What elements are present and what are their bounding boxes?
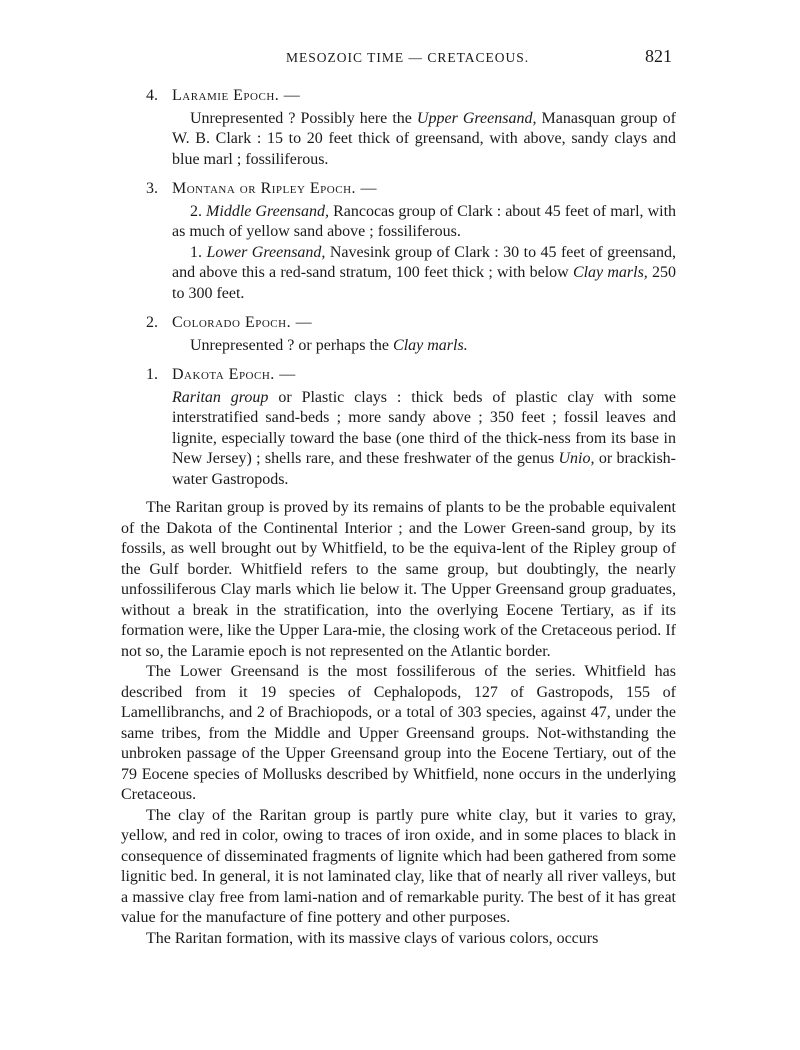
epoch-paragraph: Unrepresented ? or perhaps the Clay marls.: [190, 336, 468, 354]
body-paragraph: The Raritan formation, with its massive clays of various colors, occurs: [146, 929, 599, 947]
italic-term: Middle Greensand,: [206, 202, 330, 220]
page-header: [146, 46, 672, 72]
epoch-description: [146, 202, 676, 305]
epoch-title: Dakota Epoch. —: [172, 366, 296, 383]
epoch-paragraph: Unrepresented ? Possibly here the Upper Greensand, Manasquan group of W. B. Clark : 15 to 20 feet thick of greensand, with above, sandy clays and blue marl ; fossiliferous.: [172, 109, 677, 168]
epoch-entry: [146, 179, 676, 304]
running-title: MESOZOIC TIME — CRETACEOUS.: [286, 50, 530, 65]
italic-term: Upper Greensand,: [416, 109, 537, 127]
italic-term: Unio,: [558, 450, 595, 467]
epoch-entry: [146, 313, 676, 356]
page-number: 821: [645, 46, 672, 66]
epoch-paragraph: 2. Middle Greensand, Rancocas group of Clark : about 45 feet of marl, with as much of yellow sand above ; fossiliferous.: [172, 202, 677, 240]
body-paragraph: The Lower Greensand is the most fossiliferous of the series. Whitfield has described from it 19 species of Cephalopods, 127 of Gastropods, 155 of Lamellibranchs, and 2 of Brachiopods, or a total of 303 species, against 47, under the same tribes, from the Middle and Upper Greensand groups. Not-withstanding the unbroken passage of the Upper Greensand group into the Eocene Tertiary, out of the 79 Eocene species of Mollusks described by Whitfield, none occurs in the underlying Cretaceous.: [121, 663, 676, 803]
epoch-number: 3.: [146, 180, 158, 197]
epoch-paragraph: Raritan group or Plastic clays : thick beds of plastic clay with some interstratified sand-beds ; more sandy above ; 350 feet ; fossil leaves and lignite, especially toward the base (one third of the thick-ness from its base in New Jersey) ; shells rare, and these freshwater of the genus Unio, or brackish-water Gastropods.: [172, 388, 677, 488]
italic-term: Lower Greensand,: [206, 243, 326, 261]
epoch-list: [146, 86, 676, 499]
epoch-description: [146, 388, 676, 491]
epoch-number: 1.: [146, 366, 158, 383]
epoch-title: Colorado Epoch. —: [172, 314, 313, 331]
epoch-number: 2.: [146, 314, 158, 331]
epoch-entry: [146, 86, 676, 170]
epoch-paragraph: 1. Lower Greensand, Navesink group of Clark : 30 to 45 feet of greensand, and above this a red-sand stratum, 100 feet thick ; with below Clay marls, 250 to 300 feet.: [172, 243, 677, 302]
body-text: [121, 498, 676, 949]
epoch-heading: [146, 86, 676, 107]
epoch-heading: [146, 365, 676, 386]
epoch-title: Montana or Ripley Epoch. —: [172, 180, 378, 197]
epoch-description: [146, 109, 676, 171]
epoch-entry: [146, 365, 676, 490]
body-paragraph: The clay of the Raritan group is partly pure white clay, but it varies to gray, yellow, and red in color, owing to traces of iron oxide, and in some places to black in consequence of disseminated fragments of lignite which had been gathered from some lignitic bed. In general, it is not laminated clay, like that of nearly all river valleys, but a massive clay free from lami-nation and of remarkable purity. The best of it has great value for the manufacture of fine pottery and other purposes.: [121, 806, 676, 926]
italic-term: Clay marls,: [572, 264, 648, 281]
epoch-heading: [146, 179, 676, 200]
italic-term: Raritan group: [172, 388, 269, 406]
italic-term: Clay marls.: [393, 336, 468, 354]
epoch-heading: [146, 313, 676, 334]
epoch-description: [146, 336, 676, 357]
epoch-title: Laramie Epoch. —: [172, 87, 301, 104]
body-paragraph: The Raritan group is proved by its remains of plants to be the probable equivalent of the Dakota of the Continental Interior ; and the Lower Green-sand group, by its fossils, as well brought out by Whitfield, to be the equiva-lent of the Ripley group of the Gulf border. Whitfield refers to the same group, but doubtingly, the nearly unfossiliferous Clay marls which lie below it. The Upper Greensand group graduates, without a break in the stratification, into the overlying Eocene Tertiary, as if its formation were, like the Upper Lara-mie, the closing work of the Cretaceous period. If not so, the Laramie epoch is not represented on the Atlantic border.: [121, 499, 676, 660]
epoch-number: 4.: [146, 87, 158, 104]
